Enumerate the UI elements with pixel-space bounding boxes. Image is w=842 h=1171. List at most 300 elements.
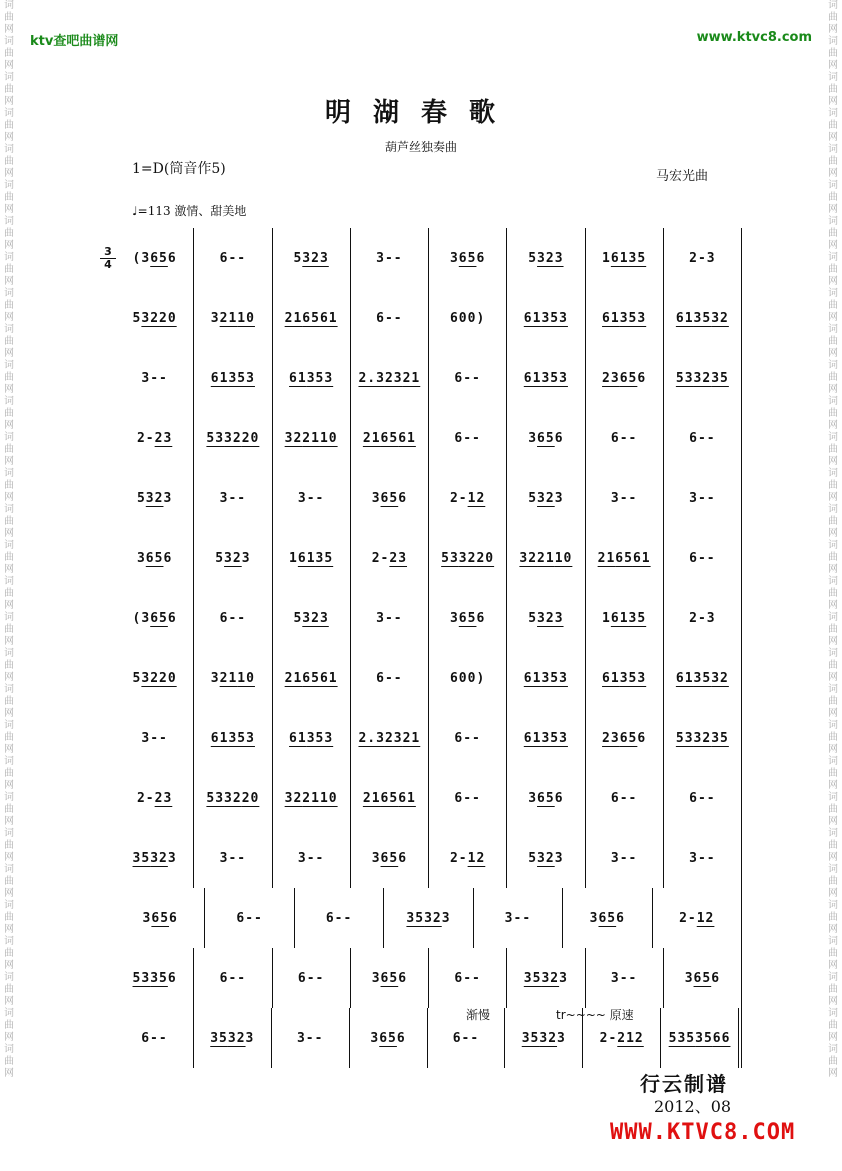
note-group: 6 xyxy=(452,1030,462,1046)
note-group: 10 xyxy=(319,790,338,806)
measures xyxy=(116,888,742,948)
measures xyxy=(116,528,742,588)
score-line xyxy=(100,768,742,828)
note-group: 6 xyxy=(689,550,698,566)
note-group: 2 xyxy=(679,910,688,926)
note-group: 2 xyxy=(371,550,381,566)
note-group: 6 xyxy=(454,430,464,446)
note-group: 35 xyxy=(628,610,647,626)
note-group: - xyxy=(228,970,238,986)
note-group: - xyxy=(334,910,344,926)
note-group: - xyxy=(306,970,316,986)
note-group: 3 xyxy=(167,850,177,866)
note-group: 6 xyxy=(711,970,721,986)
key-signature: 1=D(筒音作5) xyxy=(132,161,226,177)
note-group: - xyxy=(697,550,707,566)
note-group: - xyxy=(472,430,481,446)
note-group: - xyxy=(463,430,473,446)
note-group: 323 xyxy=(537,250,564,266)
note-group: 61 xyxy=(675,670,694,686)
note-group: 35 xyxy=(521,1030,540,1046)
note-group: 35 xyxy=(693,670,712,686)
note-group: 1 xyxy=(602,610,611,626)
note-group: 21 xyxy=(537,550,555,566)
measure xyxy=(351,648,429,708)
measure xyxy=(351,588,429,648)
measure xyxy=(351,348,429,408)
note-group: 3 xyxy=(219,490,229,506)
note-group: 6 xyxy=(476,610,486,626)
measure xyxy=(664,528,742,588)
note-group: 3 xyxy=(142,910,152,926)
note-group: - xyxy=(315,850,325,866)
measure xyxy=(116,888,205,948)
note-group: 2.3 xyxy=(358,370,385,386)
note-group: 353 xyxy=(306,370,334,386)
note-group: 353 xyxy=(228,370,255,386)
note-group: 32 xyxy=(711,310,729,326)
note-group: - xyxy=(513,910,523,926)
note-group: - xyxy=(384,310,394,326)
note-group: - xyxy=(150,730,160,746)
measure xyxy=(194,228,272,288)
note-group: - xyxy=(393,310,403,326)
note-group: - xyxy=(343,910,353,926)
note-group: 3 xyxy=(684,970,694,986)
note-group: 20 xyxy=(241,430,260,446)
note-group: - xyxy=(697,850,707,866)
note-group: - xyxy=(628,850,638,866)
note-group: 61 xyxy=(675,310,694,326)
note-group: 53 xyxy=(675,730,694,746)
measure xyxy=(429,408,507,468)
right-watermark: 词曲网词曲网词曲网词曲网词曲网词曲网词曲网词曲网词曲网词曲网词曲网词曲网词曲网词曲网词曲网词曲网词曲网词曲网词曲网词曲网词曲网词曲网词曲网词曲网词曲网词曲网词曲网词曲网词曲网词曲网 xyxy=(828,0,838,1079)
note-group: 32 xyxy=(693,730,712,746)
note-group: 2 xyxy=(689,250,698,266)
note-group: - xyxy=(461,1030,471,1046)
note-group: 6 xyxy=(163,550,173,566)
measure xyxy=(664,288,742,348)
measure xyxy=(507,288,585,348)
note-group: 353 xyxy=(306,730,334,746)
note-group: - xyxy=(228,610,238,626)
note-group: 65 xyxy=(379,1030,397,1046)
measure xyxy=(273,408,351,468)
note-group: 3 xyxy=(376,610,385,626)
note-group: 65 xyxy=(619,370,638,386)
measure xyxy=(507,408,585,468)
note-group: 353 xyxy=(541,310,568,326)
measure xyxy=(350,1008,428,1068)
footer-url[interactable]: WWW.KTVC8.COM xyxy=(610,1120,796,1145)
note-group: - xyxy=(619,850,629,866)
note-group: 65 xyxy=(151,910,170,926)
measure xyxy=(351,768,429,828)
note-group: 23 xyxy=(602,370,620,386)
note-group: 53 xyxy=(132,970,151,986)
measure xyxy=(586,468,664,528)
measure xyxy=(429,588,507,648)
measure xyxy=(586,708,664,768)
note-group: 2 xyxy=(599,1030,609,1046)
note-group: - xyxy=(305,1030,315,1046)
measure xyxy=(116,228,194,288)
measure xyxy=(116,1008,194,1068)
measure xyxy=(194,468,272,528)
left-watermark: 词曲网词曲网词曲网词曲网词曲网词曲网词曲网词曲网词曲网词曲网词曲网词曲网词曲网词曲网词曲网词曲网词曲网词曲网词曲网词曲网词曲网词曲网词曲网词曲网词曲网词曲网词曲网词曲网词曲网词曲网 xyxy=(4,0,14,1079)
note-group: - xyxy=(687,910,697,926)
note-group: 65 xyxy=(150,250,168,266)
score-line xyxy=(100,708,742,768)
note-group: - xyxy=(237,250,247,266)
note-group: 21 xyxy=(362,790,381,806)
note-group: - xyxy=(315,970,325,986)
score-line xyxy=(100,468,742,528)
note-group: 3 xyxy=(554,850,564,866)
note-group: 21 xyxy=(302,790,320,806)
note-group: 3 xyxy=(557,1030,566,1046)
note-group: - xyxy=(608,1030,618,1046)
note-group: - xyxy=(159,370,168,386)
note-group: 53 xyxy=(441,550,459,566)
note-group: 23 xyxy=(154,430,173,446)
note-group: - xyxy=(522,910,532,926)
note-group: 6 xyxy=(167,970,177,986)
note-group: 53 xyxy=(206,430,225,446)
measure xyxy=(586,348,664,408)
measure xyxy=(351,528,429,588)
note-group: 6 xyxy=(449,670,459,686)
note-group: 6 xyxy=(616,910,625,926)
measure xyxy=(429,468,507,528)
note-group: 21 xyxy=(402,370,421,386)
score-line xyxy=(100,348,742,408)
note-group: 5 xyxy=(132,310,142,326)
note-group: 3 xyxy=(141,610,151,626)
note-group: 3 xyxy=(296,1030,306,1046)
note-group: - xyxy=(384,610,394,626)
note-group: 61 xyxy=(319,310,338,326)
note-group: 3 xyxy=(706,250,716,266)
note-group: 10 xyxy=(237,670,255,686)
measure xyxy=(429,708,507,768)
score-line xyxy=(100,408,742,468)
note-group: 6 xyxy=(610,430,620,446)
note-group: - xyxy=(314,1030,324,1046)
note-group: 6 xyxy=(297,970,307,986)
note-group: 65 xyxy=(693,970,712,986)
note-group: - xyxy=(706,850,716,866)
note-group: - xyxy=(463,790,473,806)
measure xyxy=(664,468,742,528)
note-group: - xyxy=(245,910,255,926)
trill-return-marking: tr~~~~ 原速 xyxy=(556,1008,634,1022)
note-group: 3 xyxy=(163,490,173,506)
note-group: 3 xyxy=(245,1030,255,1046)
note-group: 6 xyxy=(219,250,229,266)
score-line xyxy=(100,228,742,288)
measure xyxy=(429,228,507,288)
note-group: 6 xyxy=(454,370,464,386)
note-group: 6 xyxy=(398,490,408,506)
note-group: 6 xyxy=(169,910,178,926)
note-group: 353 xyxy=(541,730,568,746)
measure xyxy=(664,588,742,648)
note-group: 1 xyxy=(602,250,611,266)
measure xyxy=(653,888,742,948)
note-group: 353 xyxy=(228,730,255,746)
note-group: 6 xyxy=(449,310,459,326)
note-group: - xyxy=(393,250,403,266)
header-site-right[interactable]: www.ktvc8.com xyxy=(696,30,812,45)
note-group: 10 xyxy=(237,310,255,326)
measures xyxy=(116,228,742,288)
measure xyxy=(429,828,507,888)
measure xyxy=(351,408,429,468)
note-group: 6 xyxy=(141,1030,151,1046)
note-group: 21 xyxy=(302,430,320,446)
note-group: 61 xyxy=(523,730,542,746)
measures xyxy=(116,648,742,708)
measure xyxy=(429,948,507,1008)
measure xyxy=(273,228,351,288)
note-group: - xyxy=(237,970,247,986)
note-group: 6 xyxy=(167,610,177,626)
note-group: 35 xyxy=(150,970,168,986)
note-group: 61 xyxy=(602,670,620,686)
note-group: 5 xyxy=(215,550,225,566)
note-group: - xyxy=(470,1030,480,1046)
note-group: 3 xyxy=(210,310,220,326)
measure xyxy=(586,768,664,828)
note-group: - xyxy=(237,610,247,626)
note-group: 65 xyxy=(145,550,164,566)
note-group: 5 xyxy=(528,850,538,866)
measure xyxy=(586,648,664,708)
note-group: 0 xyxy=(458,310,468,326)
note-group: 32 xyxy=(711,670,729,686)
measure xyxy=(586,228,664,288)
note-group: - xyxy=(706,550,716,566)
measures xyxy=(116,348,742,408)
note-group: 3 xyxy=(210,670,220,686)
note-group: 12 xyxy=(467,490,486,506)
measure xyxy=(507,588,585,648)
note-group: 1 xyxy=(289,550,298,566)
note-group: 2.3 xyxy=(358,730,385,746)
note-group: 3 xyxy=(371,850,381,866)
note-group: - xyxy=(472,370,481,386)
note-group: 65 xyxy=(380,490,399,506)
note-group: 3 xyxy=(297,490,307,506)
measure xyxy=(429,648,507,708)
measure xyxy=(116,648,194,708)
measure xyxy=(661,1008,742,1068)
measure xyxy=(205,888,294,948)
note-group: 3 xyxy=(610,850,620,866)
measures xyxy=(116,768,742,828)
note-group: 61 xyxy=(289,730,307,746)
note-group: 12 xyxy=(467,850,486,866)
note-group: - xyxy=(463,730,473,746)
note-group: - xyxy=(393,670,403,686)
note-group: 6 xyxy=(396,1030,406,1046)
note-group: 5 xyxy=(132,670,142,686)
note-group: 6 xyxy=(689,790,698,806)
measure xyxy=(507,228,585,288)
measure xyxy=(273,528,351,588)
measure xyxy=(116,708,194,768)
note-group: 21 xyxy=(219,670,238,686)
note-group: 3 xyxy=(376,250,385,266)
measure xyxy=(586,288,664,348)
measures xyxy=(116,708,742,768)
note-group: 61 xyxy=(210,370,229,386)
note-group: - xyxy=(697,430,707,446)
measure xyxy=(664,408,742,468)
note-group: 21 xyxy=(284,670,303,686)
header-site-left[interactable]: ktv查吧曲谱网 xyxy=(30,34,119,49)
measure xyxy=(273,948,351,1008)
note-group: - xyxy=(458,850,468,866)
measure xyxy=(507,648,585,708)
note-group: - xyxy=(472,970,481,986)
note-group: 65 xyxy=(537,430,555,446)
measure xyxy=(664,648,742,708)
note-group: 0) xyxy=(467,310,486,326)
note-group: - xyxy=(384,250,394,266)
note-group: 23 xyxy=(602,730,620,746)
note-group: 6 xyxy=(167,250,177,266)
note-group: 6 xyxy=(637,370,647,386)
slowing-marking: 渐慢 xyxy=(466,1008,491,1022)
note-group: 35 xyxy=(406,910,425,926)
note-group: - xyxy=(150,370,160,386)
note-group: 65 xyxy=(458,250,477,266)
note-group: - xyxy=(697,790,707,806)
note-group: - xyxy=(706,490,716,506)
note-group: 21 xyxy=(402,730,421,746)
note-group: 323 xyxy=(302,610,329,626)
time-signature-top: 3 xyxy=(104,244,112,258)
note-group: 65 xyxy=(598,910,617,926)
note-group: 3 xyxy=(689,850,698,866)
note-group: 61 xyxy=(610,250,629,266)
note-group: - xyxy=(619,430,629,446)
note-group: 32 xyxy=(537,850,555,866)
note-group: 6 xyxy=(236,910,246,926)
note-group: 3 xyxy=(141,250,151,266)
note-group: 3 xyxy=(371,970,381,986)
score-line xyxy=(100,288,742,348)
measure xyxy=(384,888,473,948)
note-group: 6 xyxy=(398,970,408,986)
note-group: 35 xyxy=(132,850,151,866)
measure xyxy=(194,708,272,768)
note-group: 65 xyxy=(537,790,555,806)
note-group: 6 xyxy=(476,250,486,266)
measure xyxy=(429,288,507,348)
note-group: - xyxy=(315,490,325,506)
note-group: - xyxy=(619,970,629,986)
note-group: 2 xyxy=(449,490,459,506)
measure xyxy=(563,888,652,948)
note-group: ( xyxy=(132,250,142,266)
note-group: 32 xyxy=(224,430,242,446)
measure xyxy=(194,408,272,468)
measure xyxy=(664,708,742,768)
measure xyxy=(194,288,272,348)
note-group: 3 xyxy=(371,490,381,506)
note-group: - xyxy=(706,790,716,806)
note-group: 61 xyxy=(523,370,542,386)
note-group: 6 xyxy=(325,910,335,926)
measure xyxy=(273,708,351,768)
note-group: - xyxy=(254,910,263,926)
note-group: ( xyxy=(132,610,142,626)
note-group: 3 xyxy=(706,610,716,626)
note-group: - xyxy=(228,850,238,866)
note-group: 353 xyxy=(541,670,568,686)
measure xyxy=(507,948,585,1008)
note-group: 61 xyxy=(297,550,316,566)
measure xyxy=(116,408,194,468)
note-group: 23 xyxy=(389,550,408,566)
note-group: 61 xyxy=(602,310,620,326)
note-group: 6 xyxy=(454,970,464,986)
note-group: 323 xyxy=(537,610,564,626)
note-group: 61 xyxy=(523,670,542,686)
note-group: 61 xyxy=(210,730,229,746)
note-group: 53 xyxy=(675,370,694,386)
note-group: - xyxy=(463,370,473,386)
note-group: 32 xyxy=(284,430,303,446)
measure xyxy=(116,468,194,528)
score-line xyxy=(100,588,742,648)
measure xyxy=(116,588,194,648)
measure xyxy=(194,588,272,648)
note-group: 65 xyxy=(380,430,399,446)
note-group: 20 xyxy=(159,670,177,686)
note-group: 32 xyxy=(541,970,560,986)
note-group: - xyxy=(706,430,716,446)
measure xyxy=(507,528,585,588)
note-group: 32 xyxy=(284,790,303,806)
measure xyxy=(664,828,742,888)
note-group: - xyxy=(306,850,316,866)
score-line xyxy=(100,648,742,708)
note-group: 53 xyxy=(206,790,225,806)
note-group: 2 xyxy=(136,430,146,446)
note-group: - xyxy=(628,790,638,806)
note-group: 2 xyxy=(689,610,698,626)
note-group: - xyxy=(306,490,316,506)
measure xyxy=(272,1008,350,1068)
note-group: 3 xyxy=(554,490,564,506)
note-group: 32 xyxy=(227,1030,246,1046)
measure xyxy=(507,348,585,408)
note-group: 32 xyxy=(539,1030,558,1046)
note-group: 32 xyxy=(145,490,164,506)
note-group: - xyxy=(697,490,707,506)
measure xyxy=(474,888,563,948)
note-group: - xyxy=(158,1030,168,1046)
note-group: - xyxy=(145,430,155,446)
note-group: 2 xyxy=(136,790,146,806)
note-group: 32 xyxy=(693,370,712,386)
note-group: 353 xyxy=(541,370,568,386)
note-group: 3 xyxy=(528,430,538,446)
